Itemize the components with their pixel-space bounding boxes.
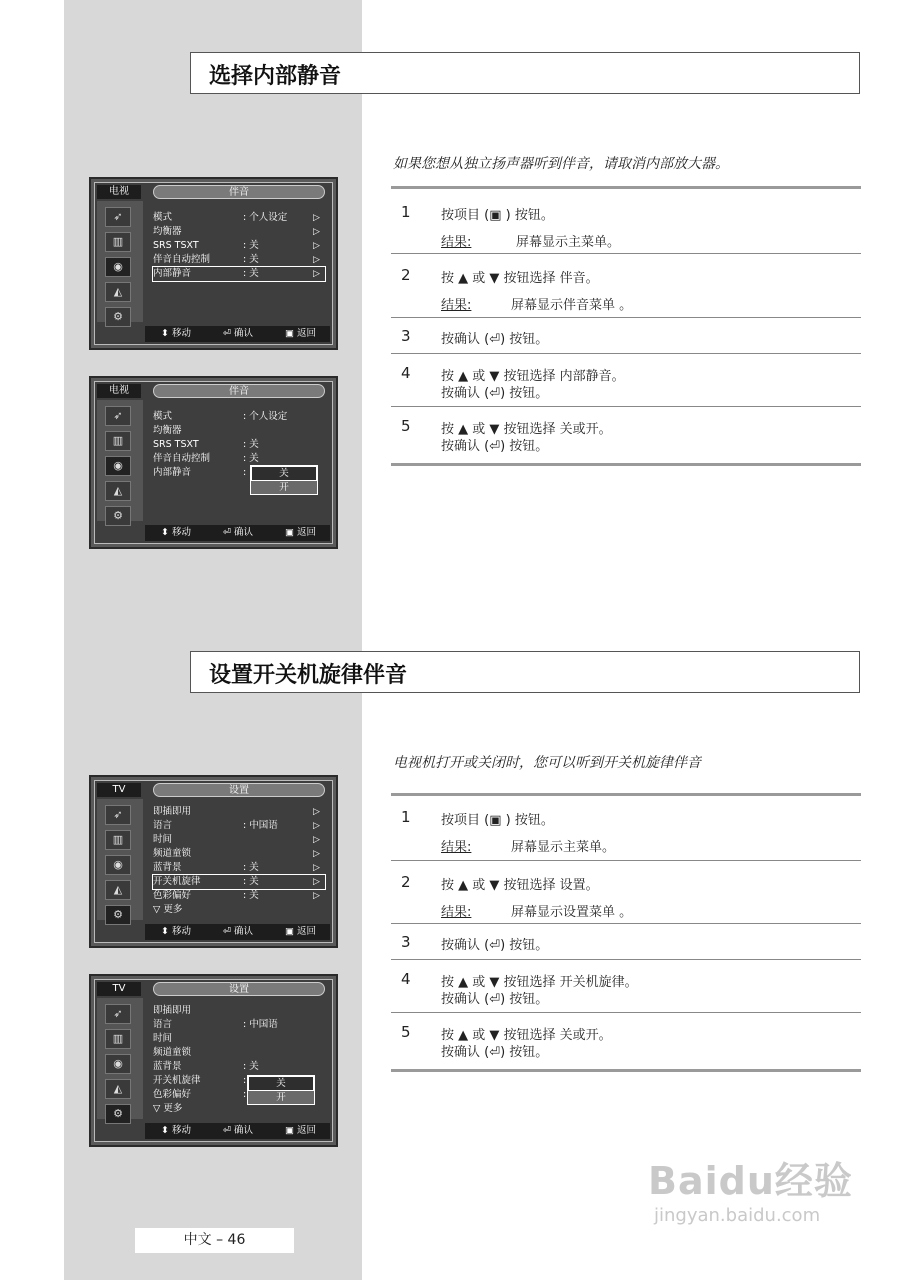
- step-row: [391, 354, 861, 407]
- step-text: 按项目 (▣ ) 按钮。: [441, 208, 554, 223]
- sound-icon: ◉: [105, 1054, 131, 1074]
- step-row: [391, 189, 861, 254]
- setup-icon: ⚙: [105, 905, 131, 925]
- section2-title-box: [190, 651, 860, 693]
- step-text-2: 按确认 (⏎) 按钮。: [441, 439, 549, 454]
- osd-enter-hint: ⏎ 确认: [223, 926, 253, 937]
- osd-header: 设置: [153, 982, 325, 996]
- step-text: 按 ▲ 或 ▼ 按钮选择 关或开。: [441, 422, 612, 437]
- tv-osd-mute-popup: 电视 伴音 ➶ ▥ ◉ ◭ ⚙ 模式 : 个人设定 均衡器 SRS TSXT : 关 伴音自动控制 : 关 内部静音 : 关 开 ⬍ 移动 ⏎ 确认 ▣ 返回: [89, 376, 338, 549]
- antenna-icon: ➶: [105, 207, 131, 227]
- step-number: 3: [401, 933, 411, 951]
- popup-option-on: 开: [276, 1092, 286, 1103]
- osd-icon-column: [97, 799, 143, 920]
- result-text: 屏幕显示主菜单。: [516, 235, 621, 250]
- osd-row-selected: 开关机旋律 : 关 ▷: [153, 875, 325, 889]
- antenna-icon: ➶: [105, 406, 131, 426]
- picture-icon: ▥: [105, 431, 131, 451]
- osd-popup: [247, 1075, 315, 1105]
- watermark-main: Baidu经验: [648, 1159, 853, 1203]
- osd-row-selected: 内部静音 : 关 ▷: [153, 267, 325, 281]
- step-number: 3: [401, 327, 411, 345]
- osd-header: 设置: [153, 783, 325, 797]
- antenna-icon: ➶: [105, 805, 131, 825]
- channel-icon: ◭: [105, 282, 131, 302]
- step-row: [391, 960, 861, 1013]
- antenna-icon: ➶: [105, 1004, 131, 1024]
- step-number: 2: [401, 266, 411, 284]
- step-number: 1: [401, 808, 411, 826]
- osd-tab: TV: [97, 982, 141, 996]
- step-row: [391, 924, 861, 960]
- popup-option-off: 关: [251, 466, 317, 481]
- osd-popup: [250, 465, 318, 495]
- setup-icon: ⚙: [105, 506, 131, 526]
- step-number: 4: [401, 364, 411, 382]
- section1-title-box: [190, 52, 860, 94]
- step-row: [391, 254, 861, 318]
- channel-icon: ◭: [105, 481, 131, 501]
- osd-footer: [145, 326, 330, 342]
- step-number: 5: [401, 1023, 411, 1041]
- tv-osd-setup-menu: TV 设置 ➶ ▥ ◉ ◭ ⚙ 即插即用 ▷ 语言 : 中国语 ▷ 时间 ▷ 频道童锁 ▷ 蓝背景 : 关 ▷ 开关机旋律 : 关 ▷ 色彩偏好 : 关 ▷ ▽ 更多 ⬍ 移动 ⏎ 确认 ▣ 返回: [89, 775, 338, 948]
- osd-icon-column: [97, 400, 143, 521]
- section1-intro: 如果您想从独立扬声器听到伴音，请取消内部放大器。: [393, 156, 729, 172]
- popup-option-on: 开: [279, 482, 289, 493]
- osd-tab: TV: [97, 783, 141, 797]
- step-row: [391, 318, 861, 354]
- watermark-sub: jingyan.baidu.com: [654, 1205, 821, 1226]
- tv-osd-melody-popup: TV 设置 ➶ ▥ ◉ ◭ ⚙ 即插即用 语言 : 中国语 时间 频道童锁 蓝背景 : 关 开关机旋律 : 色彩偏好 : ▽ 更多 关 开 ⬍ 移动 ⏎ 确认 ▣ 返回: [89, 974, 338, 1147]
- osd-move-hint: ⬍ 移动: [161, 1125, 191, 1136]
- result-text: 屏幕显示伴音菜单 。: [511, 298, 633, 313]
- sound-icon: ◉: [105, 257, 131, 277]
- osd-tab: 电视: [97, 384, 141, 398]
- setup-icon: ⚙: [105, 307, 131, 327]
- step-text: 按确认 (⏎) 按钮。: [441, 332, 549, 347]
- osd-icon-column: [97, 998, 143, 1119]
- osd-back-hint: ▣ 返回: [285, 1125, 316, 1136]
- result-label: 结果:: [441, 235, 472, 250]
- result-text: 屏幕显示主菜单。: [511, 840, 616, 855]
- picture-icon: ▥: [105, 830, 131, 850]
- step-text: 按 ▲ 或 ▼ 按钮选择 关或开。: [441, 1028, 612, 1043]
- popup-option-off: 关: [248, 1076, 314, 1091]
- osd-move-hint: ⬍ 移动: [161, 527, 191, 538]
- step-text: 按 ▲ 或 ▼ 按钮选择 设置。: [441, 878, 599, 893]
- result-label: 结果:: [441, 298, 472, 313]
- step-row: [391, 407, 861, 463]
- step-text: 按确认 (⏎) 按钮。: [441, 938, 549, 953]
- step-number: 2: [401, 873, 411, 891]
- osd-header: 伴音: [153, 185, 325, 199]
- osd-move-hint: ⬍ 移动: [161, 926, 191, 937]
- sound-icon: ◉: [105, 855, 131, 875]
- osd-enter-hint: ⏎ 确认: [223, 328, 253, 339]
- step-row: [391, 1013, 861, 1069]
- picture-icon: ▥: [105, 1029, 131, 1049]
- step-number: 4: [401, 970, 411, 988]
- page-number: 中文 – 46: [135, 1228, 294, 1253]
- osd-back-hint: ▣ 返回: [285, 926, 316, 937]
- osd-header: 伴音: [153, 384, 325, 398]
- setup-icon: ⚙: [105, 1104, 131, 1124]
- result-label: 结果:: [441, 840, 472, 855]
- step-text-2: 按确认 (⏎) 按钮。: [441, 386, 549, 401]
- step-row: [391, 796, 861, 861]
- step-text: 按 ▲ 或 ▼ 按钮选择 伴音。: [441, 271, 599, 286]
- osd-footer: [145, 525, 330, 541]
- picture-icon: ▥: [105, 232, 131, 252]
- step-number: 5: [401, 417, 411, 435]
- section1-steps: [391, 186, 861, 466]
- step-text: 按 ▲ 或 ▼ 按钮选择 开关机旋律。: [441, 975, 638, 990]
- osd-back-hint: ▣ 返回: [285, 328, 316, 339]
- tv-osd-sound-menu: 电视 伴音 ➶ ▥ ◉ ◭ ⚙ 模式 : 个人设定 ▷ 均衡器 ▷ SRS TSXT : 关 ▷ 伴音自动控制 : 关 ▷ 内部静音 : 关 ▷ ⬍ 移动 ⏎ 确认 ▣ 返回: [89, 177, 338, 350]
- result-text: 屏幕显示设置菜单 。: [511, 905, 633, 920]
- osd-tab: 电视: [97, 185, 141, 199]
- osd-icon-column: [97, 201, 143, 322]
- channel-icon: ◭: [105, 1079, 131, 1099]
- channel-icon: ◭: [105, 880, 131, 900]
- osd-footer: [145, 1123, 330, 1139]
- section2-intro: 电视机打开或关闭时，您可以听到开关机旋律伴音: [393, 755, 701, 771]
- step-row: [391, 861, 861, 924]
- osd-footer: [145, 924, 330, 940]
- section1-title: 选择内部静音: [209, 64, 342, 89]
- step-number: 1: [401, 203, 411, 221]
- step-text: 按 ▲ 或 ▼ 按钮选择 内部静音。: [441, 369, 625, 384]
- osd-enter-hint: ⏎ 确认: [223, 527, 253, 538]
- sound-icon: ◉: [105, 456, 131, 476]
- osd-move-hint: ⬍ 移动: [161, 328, 191, 339]
- step-text-2: 按确认 (⏎) 按钮。: [441, 992, 549, 1007]
- step-text: 按项目 (▣ ) 按钮。: [441, 813, 554, 828]
- baidu-watermark: [648, 1150, 853, 1226]
- result-label: 结果:: [441, 905, 472, 920]
- osd-enter-hint: ⏎ 确认: [223, 1125, 253, 1136]
- osd-back-hint: ▣ 返回: [285, 527, 316, 538]
- section2-steps: [391, 793, 861, 1072]
- step-text-2: 按确认 (⏎) 按钮。: [441, 1045, 549, 1060]
- section2-title: 设置开关机旋律伴音: [209, 663, 408, 688]
